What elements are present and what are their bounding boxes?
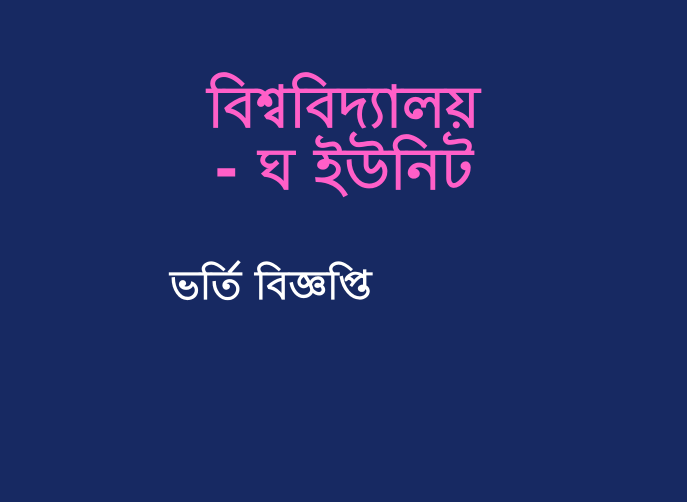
banner-title: [0, 73, 687, 203]
banner-title-line-1: বিশ্ববিদ্যালয়: [207, 73, 480, 141]
banner-subtitle: ভর্তি বিজ্ঞপ্তি: [170, 263, 372, 309]
banner-title-line-2: - ঘ ইউনিট: [214, 135, 473, 203]
